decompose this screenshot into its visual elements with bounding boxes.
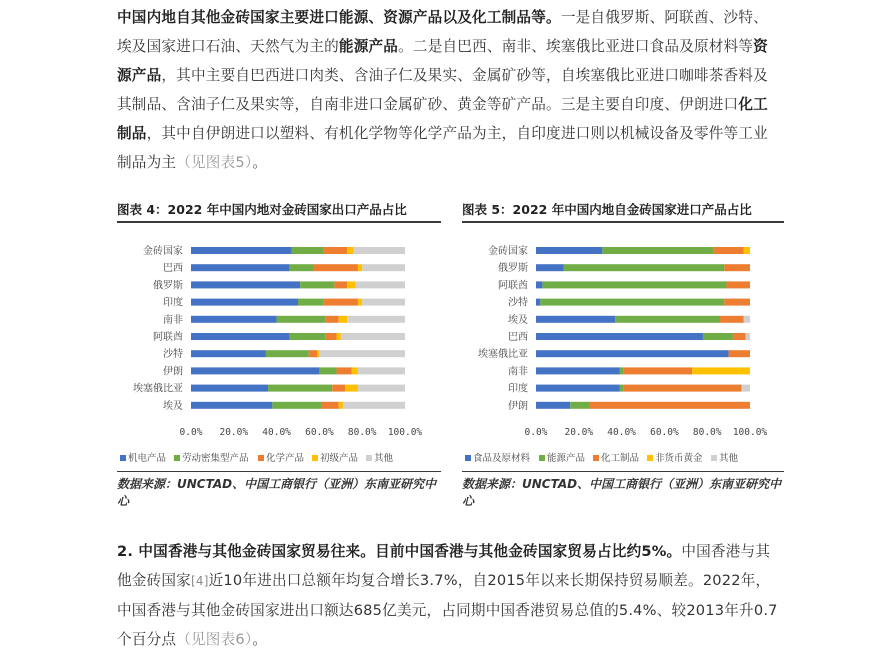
category-label: 南非 — [508, 366, 528, 378]
bar-segment-1 — [536, 247, 602, 254]
category-label: 金砖国家 — [488, 246, 528, 257]
legend-label: 化工制品 — [601, 453, 640, 464]
para2-figure-ref[interactable]: （见图表6） — [176, 631, 253, 648]
bar-segment-3 — [324, 299, 358, 306]
legend-swatch — [711, 455, 717, 461]
para1-end: 。 — [252, 154, 268, 171]
bar-segment-2 — [602, 247, 713, 254]
bar-segment-3 — [720, 316, 744, 323]
para2-lead: 2. 中国香港与其他金砖国家贸易往来。目前中国香港与其他金砖国家贸易占比约5%。 — [117, 543, 682, 560]
bar-segment-3 — [729, 350, 750, 357]
bar-segment-2 — [268, 385, 332, 392]
bar-segment-3 — [326, 316, 339, 323]
para1-figure-ref[interactable]: （见图表5） — [176, 154, 253, 171]
bar-segment-1 — [191, 247, 292, 254]
bar-segment-3 — [726, 281, 750, 288]
legend-label: 劳动密集型产品 — [182, 453, 249, 464]
para2-citation[interactable]: [4] — [190, 574, 209, 588]
x-tick-label: 0.0% — [179, 427, 203, 438]
legend-label: 初级产品 — [320, 453, 359, 464]
legend-label: 食品及原材料 — [473, 453, 531, 464]
category-label: 沙特 — [508, 297, 528, 309]
category-label: 伊朗 — [508, 400, 528, 412]
legend-swatch — [366, 455, 372, 461]
x-tick-label: 60.0% — [305, 427, 334, 438]
para1-bold-resource: 资源产品 — [117, 38, 768, 84]
bar-segment-4 — [744, 247, 750, 254]
bar-segment-2 — [619, 385, 623, 392]
bar-segment-3 — [326, 333, 337, 340]
bar-segment-3 — [334, 281, 347, 288]
bar-segment-1 — [536, 385, 619, 392]
category-label: 俄罗斯 — [498, 263, 528, 275]
bar-segment-5 — [358, 367, 405, 374]
bar-segment-2 — [298, 299, 324, 306]
category-label: 金砖国家 — [143, 246, 183, 257]
x-tick-label: 40.0% — [607, 427, 636, 438]
bar-segment-5 — [319, 350, 405, 357]
para2-text-2: 近10年进出口总额年均复合增长3.7%，自2015年以来长期保持贸易顺差。2022年，中国香港与其他金砖国家进出口额达685亿美元，占同期中国香港贸易总值的5.4%、较2013年升0.7个百分点 — [117, 572, 778, 648]
category-label: 南非 — [163, 314, 183, 326]
bar-segment-5 — [746, 333, 750, 340]
bar-segment-2 — [542, 281, 726, 288]
category-label: 印度 — [163, 297, 183, 309]
figure4-top-rule — [117, 221, 441, 223]
bar-segment-2 — [277, 316, 326, 323]
bar-segment-4 — [692, 367, 750, 374]
bar-segment-3 — [332, 385, 345, 392]
bar-segment-5 — [744, 316, 750, 323]
legend-swatch — [120, 455, 126, 461]
legend-label: 能源产品 — [547, 453, 586, 464]
bar-segment-1 — [536, 402, 570, 409]
category-label: 巴西 — [508, 332, 528, 343]
legend-swatch — [647, 455, 653, 461]
bar-segment-4 — [317, 350, 319, 357]
bar-segment-4 — [339, 316, 348, 323]
bar-segment-5 — [362, 264, 405, 271]
figure4-bottom-rule — [117, 471, 441, 472]
bar-segment-2 — [289, 264, 313, 271]
bar-segment-1 — [191, 264, 289, 271]
figure5-title: 图表 5：2022 年中国内地自金砖国家进口产品占比 — [462, 202, 752, 217]
bar-segment-1 — [191, 281, 300, 288]
para1-bold-chem: 化工制品 — [117, 96, 768, 142]
bar-segment-3 — [322, 402, 339, 409]
bar-segment-3 — [324, 247, 348, 254]
legend-swatch — [539, 455, 545, 461]
legend-swatch — [465, 455, 471, 461]
para1-lead: 中国内地自其他金砖国家主要进口能源、资源产品以及化工制品等。 — [117, 9, 561, 26]
x-tick-label: 80.0% — [347, 427, 377, 438]
bar-segment-2 — [615, 316, 720, 323]
bar-segment-4 — [345, 385, 358, 392]
legend-swatch — [312, 455, 318, 461]
legend-label: 其他 — [374, 453, 394, 464]
bar-segment-2 — [292, 247, 324, 254]
x-tick-label: 100.0% — [387, 427, 423, 438]
bar-segment-2 — [272, 402, 321, 409]
bar-segment-1 — [536, 367, 619, 374]
bar-segment-3 — [714, 247, 744, 254]
paragraph-imports — [117, 3, 782, 177]
x-tick-label: 100.0% — [732, 427, 768, 438]
bar-segment-1 — [191, 333, 289, 340]
bar-segment-4 — [358, 264, 362, 271]
bar-segment-3 — [337, 367, 352, 374]
bar-segment-1 — [536, 316, 615, 323]
legend-label: 其他 — [719, 453, 739, 464]
legend-label: 机电产品 — [128, 453, 167, 464]
para1-text-2: 。二是自巴西、南非、埃塞俄比亚进口食品及原材料等 — [398, 38, 754, 55]
category-label: 埃及 — [163, 400, 183, 412]
paragraph-hongkong — [117, 537, 782, 654]
bar-segment-2 — [570, 402, 589, 409]
bar-segment-5 — [362, 299, 405, 306]
category-label: 印度 — [508, 383, 528, 395]
category-label: 沙特 — [163, 349, 183, 361]
category-label: 俄罗斯 — [153, 280, 183, 292]
category-label: 埃塞俄比亚 — [133, 383, 183, 395]
bar-segment-4 — [347, 281, 356, 288]
bar-segment-3 — [624, 385, 742, 392]
bar-segment-2 — [564, 264, 725, 271]
category-label: 阿联酋 — [498, 280, 528, 292]
figure4-source: 数据来源：UNCTAD、中国工商银行（亚洲）东南亚研究中心 — [117, 477, 437, 508]
bar-segment-4 — [339, 402, 343, 409]
figure5-chart — [457, 236, 791, 466]
bar-segment-2 — [266, 350, 309, 357]
bar-segment-2 — [703, 333, 733, 340]
bar-segment-1 — [191, 367, 319, 374]
bar-segment-1 — [191, 316, 277, 323]
figure5-source: 数据来源：UNCTAD、中国工商银行（亚洲）东南亚研究中心 — [462, 477, 782, 508]
bar-segment-5 — [356, 281, 405, 288]
para1-text-4: ，其中自伊朗进口以塑料、有机化学物等化学产品为主，自印度进口则以机械设备及零件等工业制品为主 — [117, 125, 768, 171]
category-label: 巴西 — [163, 263, 183, 275]
bar-segment-5 — [741, 385, 750, 392]
para2-end: 。 — [252, 631, 268, 648]
x-tick-label: 20.0% — [219, 427, 249, 438]
bar-segment-1 — [191, 299, 298, 306]
x-tick-label: 0.0% — [524, 427, 548, 438]
para2-text-1: 中国香港与其他金砖国家 — [117, 543, 771, 589]
bar-segment-5 — [358, 385, 405, 392]
bar-segment-1 — [191, 385, 268, 392]
bar-segment-3 — [724, 299, 750, 306]
category-label: 埃塞俄比亚 — [478, 349, 528, 361]
figure5-bottom-rule — [462, 471, 784, 472]
bar-segment-1 — [536, 299, 540, 306]
para1-text-1: 一是自俄罗斯、阿联酋、沙特、埃及国家进口石油、天然气为主的 — [117, 9, 768, 55]
figure5-top-rule — [462, 221, 784, 223]
bar-segment-3 — [733, 333, 746, 340]
bar-segment-4 — [358, 299, 362, 306]
figure4-title: 图表 4：2022 年中国内地对金砖国家出口产品占比 — [117, 202, 407, 217]
bar-segment-2 — [289, 333, 325, 340]
bar-segment-2 — [540, 299, 724, 306]
para1-bold-energy: 能源产品 — [338, 38, 399, 55]
bar-segment-5 — [354, 247, 405, 254]
bar-segment-3 — [724, 264, 750, 271]
legend-swatch — [593, 455, 599, 461]
category-label: 阿联酋 — [153, 332, 183, 343]
bar-segment-4 — [352, 367, 358, 374]
bar-segment-1 — [536, 264, 564, 271]
bar-segment-1 — [536, 350, 729, 357]
bar-segment-2 — [619, 367, 623, 374]
bar-segment-2 — [300, 281, 334, 288]
bar-segment-4 — [347, 247, 353, 254]
para1-text-3: ，其中主要自巴西进口肉类、含油子仁及果实、金属矿砂等，自埃塞俄比亚进口咖啡茶香料及其制品、含油子仁及果实等，自南非进口金属矿砂、黄金等矿产品。三是主要自印度、伊朗进口 — [117, 67, 768, 113]
bar-segment-3 — [590, 402, 751, 409]
bar-segment-3 — [309, 350, 318, 357]
bar-segment-5 — [343, 402, 405, 409]
bar-segment-1 — [536, 333, 703, 340]
bar-segment-2 — [319, 367, 336, 374]
bar-segment-1 — [536, 281, 542, 288]
bar-segment-4 — [337, 333, 341, 340]
legend-label: 化学产品 — [266, 453, 305, 464]
category-label: 埃及 — [508, 314, 528, 326]
legend-label: 非货币黄金 — [655, 453, 703, 464]
bar-segment-1 — [191, 402, 272, 409]
figure4-chart — [112, 236, 446, 466]
x-tick-label: 60.0% — [650, 427, 679, 438]
legend-swatch — [174, 455, 180, 461]
bar-segment-3 — [313, 264, 358, 271]
bar-segment-1 — [191, 350, 266, 357]
x-tick-label: 40.0% — [262, 427, 291, 438]
x-tick-label: 80.0% — [692, 427, 722, 438]
bar-segment-5 — [347, 316, 405, 323]
bar-segment-3 — [624, 367, 692, 374]
legend-swatch — [258, 455, 264, 461]
x-tick-label: 20.0% — [564, 427, 594, 438]
category-label: 伊朗 — [163, 366, 183, 378]
bar-segment-5 — [341, 333, 405, 340]
